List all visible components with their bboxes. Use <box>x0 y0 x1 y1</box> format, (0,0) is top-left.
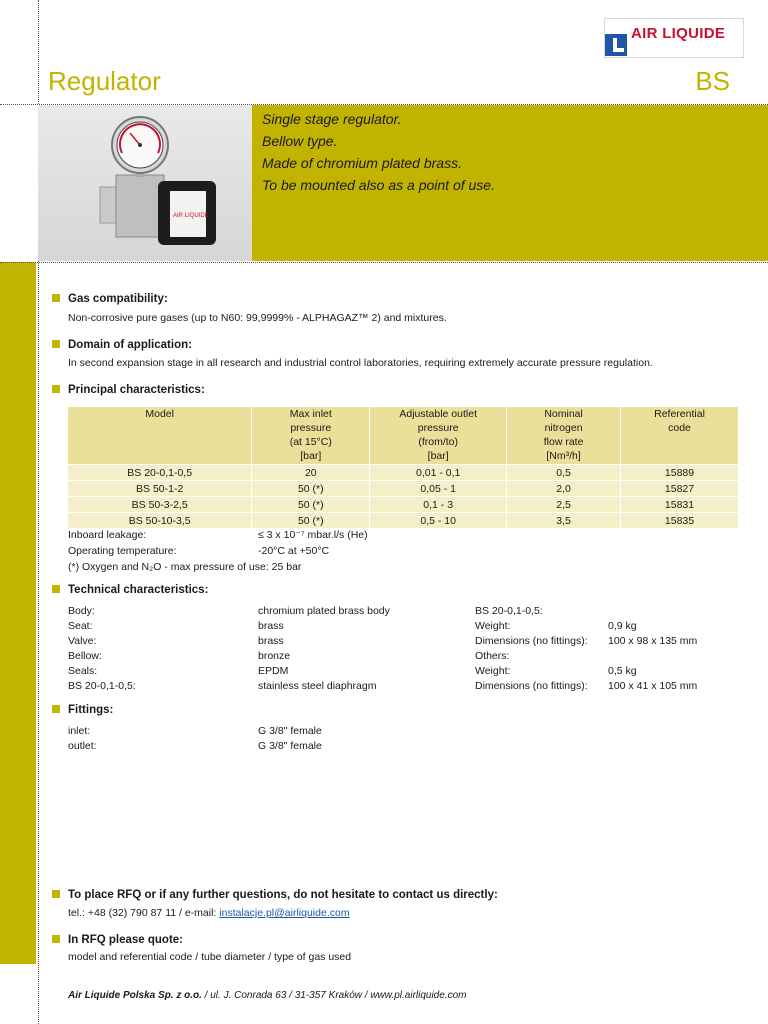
intro-box <box>252 105 768 261</box>
footer-company: Air Liquide Polska Sp. z o.o. <box>68 990 202 1001</box>
header-flow: Nominal nitrogen flow rate [Nm³/h] <box>507 407 621 465</box>
temp-value: -20°C at +50°C <box>258 545 330 557</box>
fittings-labels: inlet: outlet: <box>68 725 97 752</box>
bullet-icon <box>52 705 60 713</box>
table-cell: 15831 <box>621 497 739 513</box>
table-cell: 15827 <box>621 481 739 497</box>
rfq-contact <box>68 906 350 921</box>
section-fittings <box>52 704 113 716</box>
table-cell: 50 (*) <box>252 497 370 513</box>
regulator-label: AIR LIQUIDE <box>173 213 209 219</box>
section-title: Fittings: <box>68 704 114 716</box>
table-row <box>68 465 739 481</box>
tech-right-labels: BS 20-0,1-0,5: Weight: Dimensions (no fittings): Others: Weight: Dimensions (no fittings): <box>475 605 588 692</box>
table-cell: 0,05 - 1 <box>370 481 507 497</box>
section-title: Domain of application: <box>68 339 192 351</box>
section-title: Gas compatibility: <box>68 293 168 305</box>
phone-text: tel.: +48 (32) 790 87 11 / e-mail: <box>68 907 220 919</box>
intro-line: Single stage regulator. <box>262 111 402 127</box>
section-title: Principal characteristics: <box>68 384 205 396</box>
section-quote <box>52 934 183 946</box>
table-cell: 0,01 - 0,1 <box>370 465 507 481</box>
section-domain <box>52 339 192 351</box>
bullet-icon <box>52 890 60 898</box>
bullet-icon <box>52 294 60 302</box>
section-rfq <box>52 889 498 901</box>
table-row <box>68 497 739 513</box>
table-cell: 15835 <box>621 513 739 529</box>
footer-address: / ul. J. Conrada 63 / 31-357 Kraków / www.pl.airliquide.com <box>201 990 467 1001</box>
header-model: Model <box>68 407 252 465</box>
table-cell: 0,1 - 3 <box>370 497 507 513</box>
logo-mark-icon <box>605 34 627 56</box>
section-title: To place RFQ or if any further questions, do not hesitate to contact us directly: <box>68 889 498 901</box>
domain-text: In second expansion stage in all research and industrial control laboratories, requiring extremely accurate pressure regulation. <box>68 357 653 369</box>
table-cell: BS 50-1-2 <box>68 481 252 497</box>
header-code: Referential code <box>621 407 739 465</box>
leak-value: ≤ 3 x 10⁻⁷ mbar.l/s (He) <box>258 529 368 541</box>
bullet-icon <box>52 340 60 348</box>
oxygen-note: (*) Oxygen and N₂O - max pressure of use: 25 bar <box>68 561 302 573</box>
email-link[interactable]: instalacje.pl@airliquide.com <box>219 907 350 919</box>
tech-left-values: chromium plated brass body brass brass bronze EPDM stainless steel diaphragm <box>258 605 390 692</box>
product-code: BS <box>695 66 730 96</box>
air-liquide-logo <box>604 18 744 58</box>
gas-text: Non-corrosive pure gases (up to N60: 99,9999% - ALPHAGAZ™ 2) and mixtures. <box>68 312 447 324</box>
table-row <box>68 513 739 529</box>
table-cell: 20 <box>252 465 370 481</box>
intro-line: To be mounted also as a point of use. <box>262 177 495 193</box>
tech-right-values: 0,9 kg 100 x 98 x 135 mm 0,5 kg 100 x 41 x 105 mm <box>608 620 698 692</box>
quote-text: model and referential code / tube diameter / type of gas used <box>68 951 352 963</box>
table-cell: 2,0 <box>507 481 621 497</box>
fittings-values: G 3/8" female G 3/8" female <box>258 725 322 752</box>
spec-table <box>68 407 739 528</box>
leak-label: Inboard leakage: <box>68 529 147 541</box>
intro-line: Made of chromium plated brass. <box>262 155 462 171</box>
section-technical <box>52 584 208 596</box>
table-cell: 3,5 <box>507 513 621 529</box>
section-title: Technical characteristics: <box>68 584 209 596</box>
table-cell: 0,5 <box>507 465 621 481</box>
table-header-row <box>68 407 739 465</box>
table-cell: BS 50-10-3,5 <box>68 513 252 529</box>
bullet-icon <box>52 385 60 393</box>
regulator-image <box>38 105 252 261</box>
left-accent-bar <box>0 262 36 964</box>
table-cell: 50 (*) <box>252 481 370 497</box>
table-cell: 2,5 <box>507 497 621 513</box>
divider-middle <box>0 262 768 263</box>
header-max-inlet: Max inlet pressure (at 15°C) [bar] <box>252 407 370 465</box>
footer <box>68 990 466 1001</box>
section-principal <box>52 384 205 396</box>
tech-left-labels: Body: Seat: Valve: Bellow: Seals: BS 20-0,1-0,5: <box>68 605 136 692</box>
section-title: In RFQ please quote: <box>68 934 184 946</box>
header-outlet: Adjustable outlet pressure (from/to) [bar] <box>370 407 507 465</box>
table-cell: 15889 <box>621 465 739 481</box>
temp-label: Operating temperature: <box>68 545 177 557</box>
table-cell: 50 (*) <box>252 513 370 529</box>
table-cell: BS 20-0,1-0,5 <box>68 465 252 481</box>
intro-line: Bellow type. <box>262 133 338 149</box>
bullet-icon <box>52 585 60 593</box>
product-photo <box>38 105 252 261</box>
table-cell: BS 50-3-2,5 <box>68 497 252 513</box>
bullet-icon <box>52 935 60 943</box>
page-title: Regulator <box>48 66 161 96</box>
table-cell: 0,5 - 10 <box>370 513 507 529</box>
table-row <box>68 481 739 497</box>
section-gas-compatibility <box>52 293 168 305</box>
logo-text: AIR LIQUIDE <box>631 25 726 42</box>
